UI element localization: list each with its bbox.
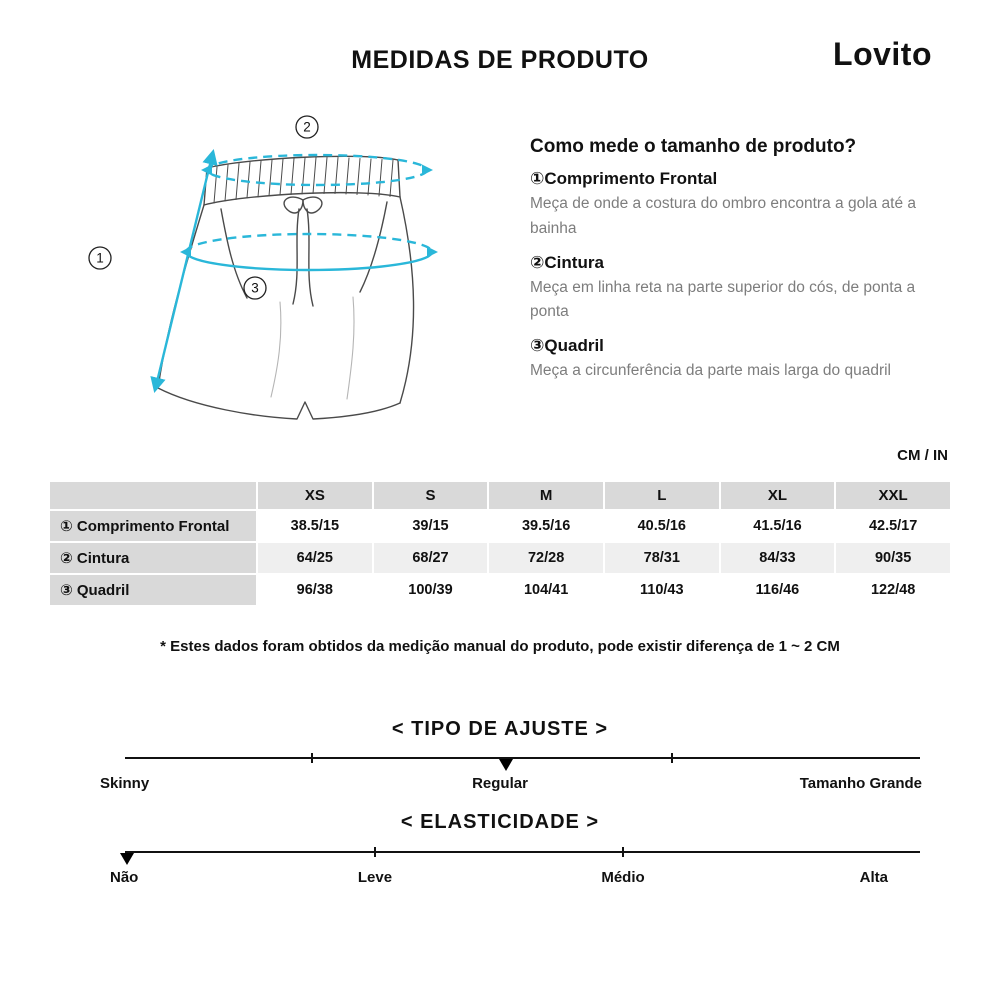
guide-item-desc: Meça de onde a costura do ombro encontra a gola até a bainha [530,195,917,237]
measurement-note: * Estes dados foram obtidos da medição manual do produto, pode existir diferença de 1 ~ 2 CM [160,638,840,655]
svg-text:1: 1 [96,250,104,266]
scale-title: < TIPO DE AJUSTE > [391,718,609,740]
size-col-header: S [374,482,488,509]
scale-label-skinny: Skinny [100,775,150,792]
length-measure-line [155,152,213,390]
size-value-cell: 104/41 [489,575,603,605]
size-value-cell: 110/43 [605,575,719,605]
measure-guide [530,136,922,384]
elasticity-scale [0,811,1000,906]
size-value-cell: 100/39 [374,575,488,605]
shorts-outline [158,156,414,419]
unit-label: CM / IN [897,447,948,464]
circled-1-icon [89,247,111,269]
shorts-diagram [75,112,525,452]
brand-logo: Lovito [833,36,932,72]
size-col-header: L [605,482,719,509]
guide-item-desc: Meça em linha reta na parte superior do cós, de ponta a ponta [530,278,916,321]
scale-line [125,757,920,759]
scale-label-tamanho-grande: Tamanho Grande [799,775,922,792]
size-value-cell: 116/46 [721,575,835,605]
scale-label-medio: Médio [601,869,645,886]
guide-item-desc: Meça a circunferência da parte mais larga do quadril [530,362,891,380]
table-row-waist [50,543,950,573]
size-value-cell: 39.5/16 [489,511,603,541]
size-table [48,480,952,607]
page-title: MEDIDAS DE PRODUTO [351,46,649,74]
size-value-cell: 90/35 [836,543,950,573]
scale-line [125,851,920,853]
table-row-hip [50,575,950,605]
measure-row-label: ① Comprimento Frontal [50,511,256,541]
circled-3-icon [244,277,266,299]
size-value-cell: 39/15 [374,511,488,541]
scale-label-leve: Leve [357,869,393,886]
size-value-cell: 68/27 [374,543,488,573]
guide-item-title: ①Comprimento Frontal [530,169,718,188]
guide-heading: Como mede o tamanho de produto? [530,136,857,157]
size-header-row [50,482,950,509]
size-value-cell: 64/25 [258,543,372,573]
size-value-cell: 72/28 [489,543,603,573]
size-value-cell: 96/38 [258,575,372,605]
corner-cell [50,482,256,509]
size-col-header: XL [721,482,835,509]
size-value-cell: 40.5/16 [605,511,719,541]
scale-tick [622,847,624,857]
size-value-cell: 122/48 [836,575,950,605]
measure-row-label: ③ Quadril [50,575,256,605]
svg-text:3: 3 [251,280,259,296]
fit-type-scale [0,718,1000,813]
size-value-cell: 78/31 [605,543,719,573]
table-row-length [50,511,950,541]
size-value-cell: 41.5/16 [721,511,835,541]
size-value-cell: 38.5/15 [258,511,372,541]
guide-item-title: ③Quadril [530,336,604,356]
guide-item-title: ②Cintura [530,252,604,272]
size-col-header: M [489,482,603,509]
size-col-header: XS [258,482,372,509]
scale-label-regular: Regular [472,775,528,792]
circled-2-icon [296,116,318,138]
scale-tick [374,847,376,857]
guide-item-hip [530,336,922,384]
scale-tick [671,753,673,763]
measure-row-label: ② Cintura [50,543,256,573]
size-value-cell: 42.5/17 [836,511,950,541]
svg-text:2: 2 [303,119,311,135]
scale-tick [311,753,313,763]
guide-item-waist [530,253,922,326]
scale-label-nao: Não [110,869,139,886]
fit-marker-icon [499,759,513,771]
guide-item-length [530,169,922,242]
elasticity-marker-icon [120,853,134,865]
size-value-cell: 84/33 [721,543,835,573]
scale-label-alta: Alta [859,869,888,886]
scale-title: < ELASTICIDADE > [400,811,600,833]
size-col-header: XXL [836,482,950,509]
